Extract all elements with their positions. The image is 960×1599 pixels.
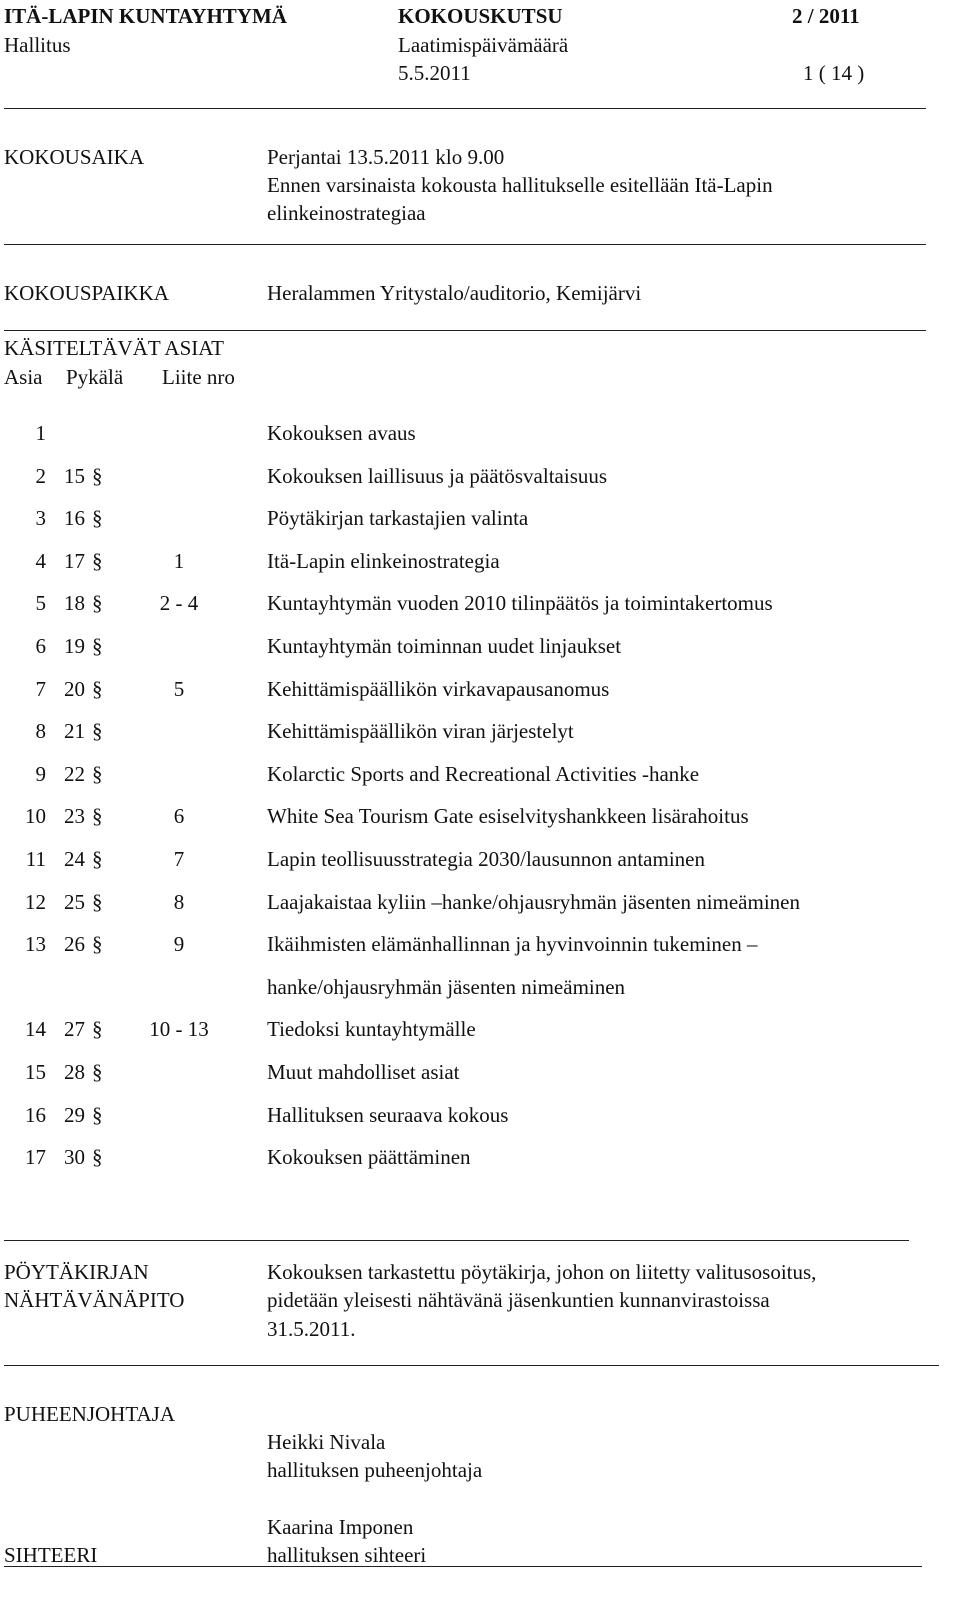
agenda-item-section: 21 [64,719,85,743]
agenda-row [0,462,960,492]
secretary-label: SIHTEERI [4,1543,98,1567]
agenda-row [0,845,960,875]
section-sign: § [92,634,103,658]
agenda-row [0,589,960,619]
agenda-row [0,632,960,662]
secretary-title: hallituksen sihteeri [267,1543,427,1567]
agenda-item-number: 1 [35,421,46,445]
section-sign: § [92,932,103,956]
document-number: 2 / 2011 [792,4,860,28]
meeting-time-label: KOKOUSAIKA [4,145,144,169]
agenda-item-attachment: 8 [173,890,185,914]
agenda-item-title: Hallituksen seuraava kokous [267,1103,509,1127]
meeting-time-value: Perjantai 13.5.2011 klo 9.00 [267,145,505,169]
agenda-item-title: Itä-Lapin elinkeinostrategia [267,549,500,573]
agenda-row [0,1143,960,1173]
agenda-row [0,419,960,449]
agenda-item-title: Muut mahdolliset asiat [267,1060,460,1084]
meeting-place-value: Heralammen Yritystalo/auditorio, Kemijärvi [267,281,642,305]
section-sign: § [92,1103,103,1127]
agenda-item-title: Kuntayhtymän vuoden 2010 tilinpäätös ja toimintakertomus [267,591,773,615]
minutes-label: PÖYTÄKIRJAN [4,1260,149,1284]
agenda-item-title: Tiedoksi kuntayhtymälle [267,1017,476,1041]
section-sign: § [92,719,103,743]
agenda-item-section: 26 [64,932,85,956]
agenda-item-title: Kokouksen laillisuus ja päätösvaltaisuus [267,464,608,488]
agenda-item-title: Kuntayhtymän toiminnan uudet linjaukset [267,634,622,658]
agenda-item-title: Ikäihmisten elämänhallinnan ja hyvinvoinnin tukeminen – [267,932,758,956]
agenda-item-section: 27 [64,1017,85,1041]
agenda-item-title: Kehittämispäällikön virkavapausanomus [267,677,610,701]
agenda-item-title: Kolarctic Sports and Recreational Activities -hanke [267,762,700,786]
agenda-row [0,504,960,534]
agenda-item-section: 15 [64,464,85,488]
agenda-row [0,547,960,577]
agenda-item-number: 2 [35,464,46,488]
agenda-row [0,717,960,747]
signature-line [4,1566,922,1567]
agenda-heading: KÄSITELTÄVÄT ASIAT [4,336,224,360]
agenda-item-number: 7 [35,677,46,701]
minutes-text-cont: pidetään yleisesti nähtävänä jäsenkuntien kunnanvirastoissa [267,1288,770,1312]
minutes-label-cont: NÄHTÄVÄNÄPITO [4,1288,185,1312]
section-sign: § [92,762,103,786]
chair-name: Heikki Nivala [267,1430,386,1454]
agenda-item-title: Kehittämispäällikön viran järjestelyt [267,719,574,743]
agenda-item-section: 19 [64,634,85,658]
section-sign: § [92,591,103,615]
column-header-pykala: Pykälä [66,365,124,389]
agenda-item-section: 16 [64,506,85,530]
agenda-item-attachment: 10 - 13 [149,1017,209,1041]
agenda-item-section: 25 [64,890,85,914]
agenda-item-title: White Sea Tourism Gate esiselvityshankkeen lisärahoitus [267,804,749,828]
divider [4,244,926,245]
agenda-item-section: 24 [64,847,85,871]
agenda-item-section: 30 [64,1145,85,1169]
agenda-item-attachment: 7 [173,847,185,871]
agenda-item-number: 16 [25,1103,46,1127]
agenda-item-number: 10 [25,804,46,828]
minutes-date: 31.5.2011. [267,1317,356,1341]
agenda-item-title: Kokouksen päättäminen [267,1145,471,1169]
divider [4,1365,939,1366]
agenda-item-number: 8 [35,719,46,743]
page-number: 1 ( 14 ) [803,61,865,85]
agenda-row [0,1015,960,1045]
chair-label: PUHEENJOHTAJA [4,1402,175,1426]
agenda-item-number: 3 [35,506,46,530]
section-sign: § [92,549,103,573]
meeting-time-note: Ennen varsinaista kokousta hallitukselle esitellään Itä-Lapin [267,173,773,197]
issuing-body: Hallitus [4,33,71,57]
agenda-row [0,1058,960,1088]
agenda-row [0,973,960,1003]
agenda-item-section: 18 [64,591,85,615]
document-date: 5.5.2011 [398,61,471,85]
agenda-item-section: 20 [64,677,85,701]
section-sign: § [92,890,103,914]
agenda-item-attachment: 9 [173,932,185,956]
agenda-item-number: 9 [35,762,46,786]
agenda-item-number: 12 [25,890,46,914]
document-type: KOKOUSKUTSU [398,4,563,28]
agenda-item-title: Lapin teollisuusstrategia 2030/lausunnon antaminen [267,847,705,871]
agenda-row [0,675,960,705]
agenda-row [0,930,960,960]
agenda-item-number: 6 [35,634,46,658]
divider [4,1240,909,1241]
agenda-item-title: Laajakaistaa kyliin –hanke/ohjausryhmän jäsenten nimeäminen [267,890,800,914]
section-sign: § [92,1060,103,1084]
section-sign: § [92,804,103,828]
agenda-item-title: hanke/ohjausryhmän jäsenten nimeäminen [267,975,626,999]
agenda-item-number: 5 [35,591,46,615]
agenda-item-section: 22 [64,762,85,786]
agenda-row [0,760,960,790]
agenda-item-number: 14 [25,1017,46,1041]
agenda-row [0,888,960,918]
minutes-text: Kokouksen tarkastettu pöytäkirja, johon on liitetty valitusosoitus, [267,1260,817,1284]
column-header-liite: Liite nro [162,365,235,389]
agenda-item-attachment: 2 - 4 [159,591,199,615]
divider [4,108,926,109]
organization-name: ITÄ-LAPIN KUNTAYHTYMÄ [4,4,287,28]
agenda-item-section: 23 [64,804,85,828]
agenda-item-section: 29 [64,1103,85,1127]
agenda-item-attachment: 1 [173,549,185,573]
section-sign: § [92,1145,103,1169]
agenda-item-number: 11 [25,847,46,871]
agenda-item-number: 17 [25,1145,46,1169]
agenda-row [0,1101,960,1131]
section-sign: § [92,464,103,488]
column-header-asia: Asia [4,365,43,389]
agenda-item-number: 13 [25,932,46,956]
agenda-item-number: 4 [35,549,46,573]
section-sign: § [92,677,103,701]
divider [4,330,926,331]
agenda-item-section: 28 [64,1060,85,1084]
agenda-item-title: Kokouksen avaus [267,421,416,445]
agenda-item-section: 17 [64,549,85,573]
agenda-item-title: Pöytäkirjan tarkastajien valinta [267,506,529,530]
agenda-item-attachment: 5 [173,677,185,701]
meeting-time-note-cont: elinkeinostrategiaa [267,201,426,225]
agenda-item-attachment: 6 [173,804,185,828]
secretary-name: Kaarina Imponen [267,1515,414,1539]
meeting-place-label: KOKOUSPAIKKA [4,281,169,305]
section-sign: § [92,847,103,871]
agenda-row [0,802,960,832]
agenda-item-number: 15 [25,1060,46,1084]
section-sign: § [92,1017,103,1041]
date-label: Laatimispäivämäärä [398,33,569,57]
chair-title: hallituksen puheenjohtaja [267,1458,483,1482]
section-sign: § [92,506,103,530]
